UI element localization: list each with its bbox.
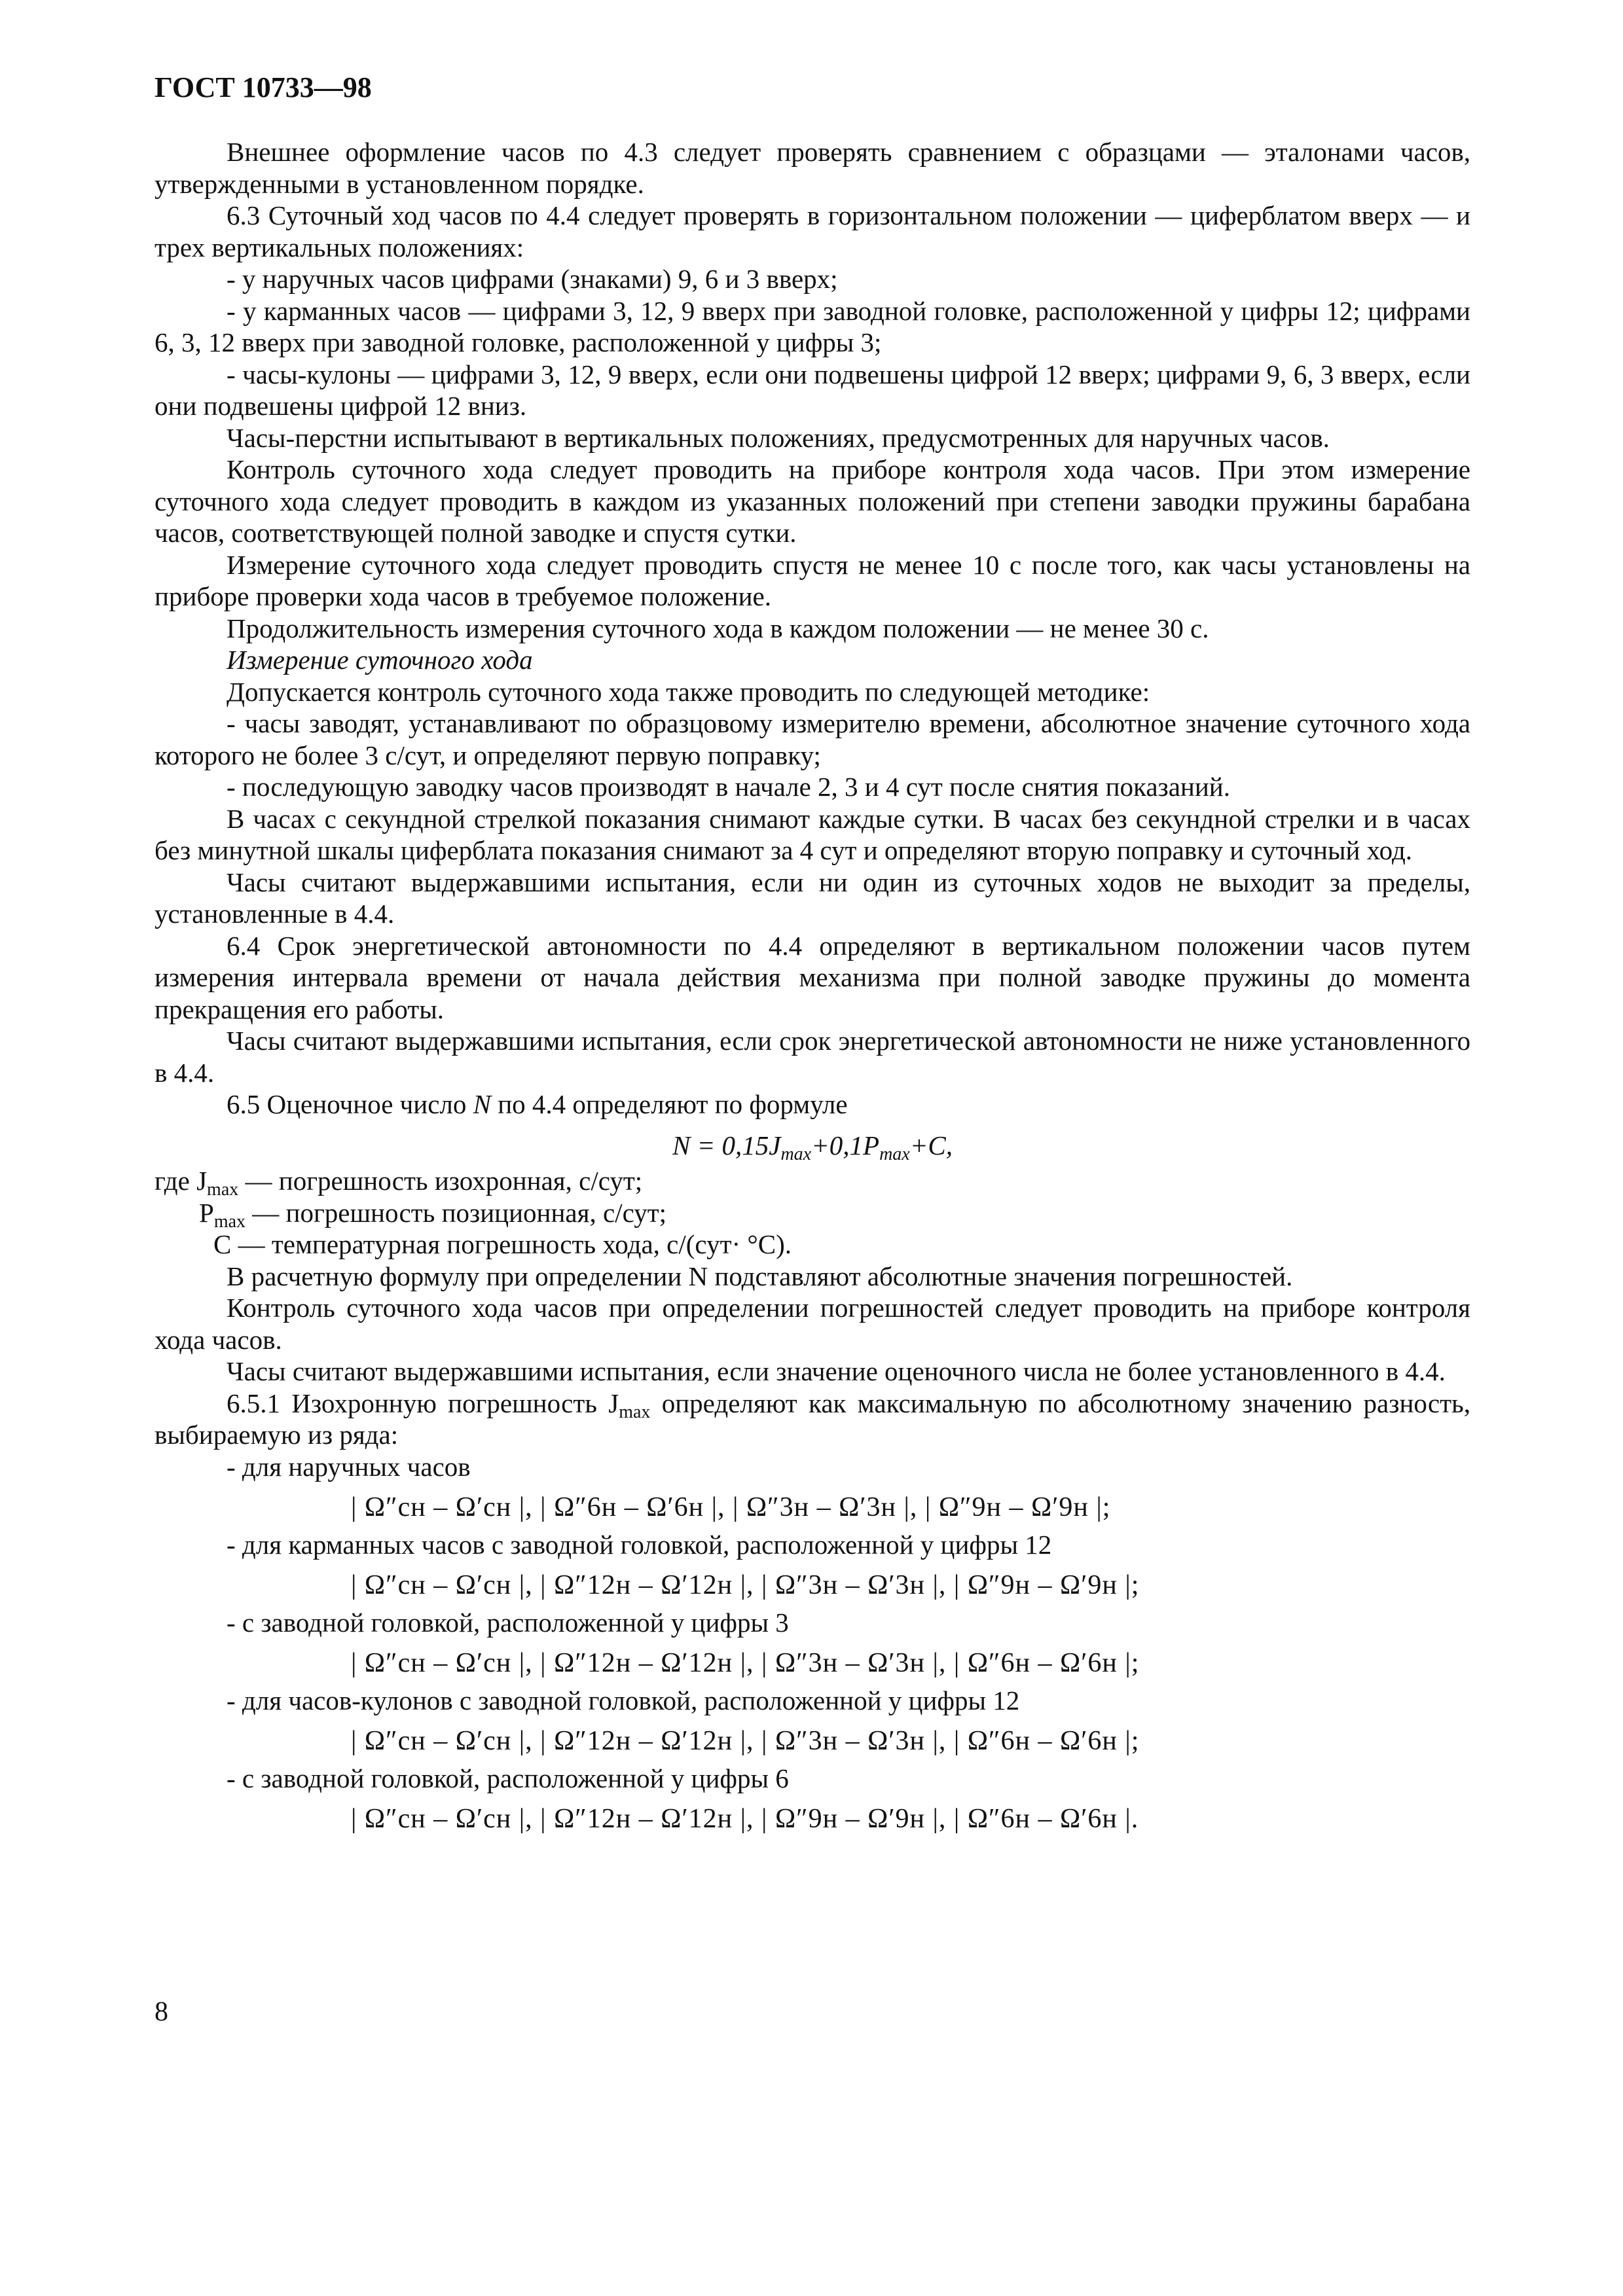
list-item: - последующую заводку часов производят в начале 2, 3 и 4 сут после снятия показаний. xyxy=(227,772,1230,802)
list-item: - для карманных часов с заводной головкой, расположенной у цифры 12 xyxy=(227,1529,1052,1560)
variable-n: N xyxy=(473,1089,491,1119)
text-span: по 4.4 определяют по формуле xyxy=(490,1089,848,1119)
paragraph: Часы считают выдержавшими испытания, если ни один из суточных ходов не выходит за пределы, установленные в 4.4. xyxy=(155,867,1470,929)
page-number: 8 xyxy=(155,1997,168,2027)
paragraph: Допускается контроль суточного хода также проводить по следующей методике: xyxy=(227,676,1150,707)
subscript: max xyxy=(619,1401,651,1422)
section-6-5-1-paragraph xyxy=(155,1388,1470,1451)
legend-row: C — температурная погрешность хода, с/(сут· °С). xyxy=(213,1229,792,1259)
text-span: где J xyxy=(155,1166,208,1196)
text-span: 6.5 Оценочное число xyxy=(227,1089,473,1119)
paragraph: Продолжительность измерения суточного хода в каждом положении — не менее 30 с. xyxy=(227,613,1209,643)
formula-legend xyxy=(155,1165,1470,1261)
paragraph: Контроль суточного хода часов при определении погрешностей следует проводить на приборе контроля хода часов. xyxy=(155,1293,1470,1355)
italic-subheading: Измерение суточного хода xyxy=(227,645,533,675)
text-span: — погрешность изохронная, с/сут; xyxy=(238,1166,643,1196)
paragraph: Контроль суточного хода следует проводить на приборе контроля хода часов. При этом измерение суточного хода следует проводить в каждом из указанных положений при степени заводки пружины барабана часов, соответствующей полной заводке и спустя сутки. xyxy=(155,454,1470,548)
paragraph: Часы считают выдержавшими испытания, если значение оценочного числа не более установленного в 4.4. xyxy=(227,1356,1446,1386)
subscript: max xyxy=(207,1179,239,1200)
formula-subscript: max xyxy=(780,1143,812,1164)
paragraph: В часах с секундной стрелкой показания снимают каждые сутки. В часах без секундной стрелки и в часах без минутной шкалы циферблата показания снимают за 4 сут и определяют вторую поправку и суточный ход. xyxy=(155,803,1470,865)
formula-main xyxy=(155,1130,1470,1162)
formula-part: N = 0,15J xyxy=(672,1130,781,1160)
paragraph: Часы считают выдержавшими испытания, если срок энергетической автономности не ниже установленного в 4.4. xyxy=(155,1026,1470,1088)
formula-row: | Ω″сн – Ω′сн |, | Ω″6н – Ω′6н |, | Ω″3н – Ω′3н |, | Ω″9н – Ω′9н |; xyxy=(351,1492,1111,1522)
list-item: - с заводной головкой, расположенной у цифры 3 xyxy=(227,1607,789,1638)
text-span: — погрешность позиционная, с/сут; xyxy=(246,1197,667,1228)
formula-row: | Ω″сн – Ω′сн |, | Ω″12н – Ω′12н |, | Ω″9н – Ω′9н |, | Ω″6н – Ω′6н |. xyxy=(351,1804,1139,1834)
list-item: - для часов-кулонов с заводной головкой, расположенной у цифры 12 xyxy=(227,1685,1020,1715)
formula-part: +0,1P xyxy=(811,1130,880,1160)
section-6-5-paragraph xyxy=(155,1088,1470,1121)
document-body xyxy=(155,136,1470,1840)
paragraph: Измерение суточного хода следует проводить спустя не менее 10 с после того, как часы установлены на приборе проверки хода часов в требуемое положение. xyxy=(155,549,1470,611)
paragraph: Внешнее оформление часов по 4.3 следует проверять сравнением с образцами — эталонами часов, утвержденными в установленном порядке. xyxy=(155,137,1470,199)
formula-subscript: max xyxy=(879,1143,910,1164)
legend-row xyxy=(155,1197,1470,1232)
text-span: 6.5.1 Изохронную погрешность J xyxy=(227,1388,619,1418)
formula-row: | Ω″сн – Ω′сн |, | Ω″12н – Ω′12н |, | Ω″3н – Ω′3н |, | Ω″6н – Ω′6н |; xyxy=(351,1726,1140,1756)
text-span: определяют как максимальную по абсолютному значению разность, выбираемую из ряда: xyxy=(155,1388,1470,1450)
section-6-3-paragraph: 6.3 Суточный ход часов по 4.4 следует проверять в горизонтальном положении — циферблатом вверх — и трех вертикальных положениях: xyxy=(155,200,1470,262)
paragraph: В расчетную формулу при определении N подставляют абсолютные значения погрешностей. xyxy=(227,1261,1293,1291)
list-item: - у наручных часов цифрами (знаками) 9, 6 и 3 вверх; xyxy=(227,264,838,294)
legend-row xyxy=(155,1165,1470,1200)
formula-row: | Ω″сн – Ω′сн |, | Ω″12н – Ω′12н |, | Ω″3н – Ω′3н |, | Ω″6н – Ω′6н |; xyxy=(351,1648,1140,1678)
list-item: - у карманных часов — цифрами 3, 12, 9 вверх при заводной головке, расположенной у цифры 12; цифрами 6, 3, 12 вверх при заводной головке, расположенной у цифры 3; xyxy=(155,295,1470,357)
paragraph: Часы-перстни испытывают в вертикальных положениях, предусмотренных для наручных часов. xyxy=(227,422,1330,453)
formula-part: +C, xyxy=(909,1130,953,1160)
section-6-4-paragraph: 6.4 Срок энергетической автономности по 4.4 определяют в вертикальном положении часов путем измерения интервала времени от начала действия механизма при полной заводке пружины до момента прекращения его работы. xyxy=(155,930,1470,1024)
list-item: - часы-кулоны — цифрами 3, 12, 9 вверх, если они подвешены цифрой 12 вверх; цифрами 9, 6, 3 вверх, если они подвешены цифрой 12 вниз. xyxy=(155,359,1470,421)
subscript: max xyxy=(213,1211,246,1232)
document-code-header: ГОСТ 10733—98 xyxy=(155,71,372,103)
list-item: - с заводной головкой, расположенной у цифры 6 xyxy=(227,1763,789,1793)
formula-row: | Ω″сн – Ω′сн |, | Ω″12н – Ω′12н |, | Ω″3н – Ω′3н |, | Ω″9н – Ω′9н |; xyxy=(351,1570,1140,1600)
list-item: - часы заводят, устанавливают по образцовому измерителю времени, абсолютное значение суточного хода которого не более 3 с/сут, и определяют первую поправку; xyxy=(155,708,1470,770)
list-item: - для наручных часов xyxy=(227,1451,471,1482)
text-span: P xyxy=(199,1197,214,1228)
